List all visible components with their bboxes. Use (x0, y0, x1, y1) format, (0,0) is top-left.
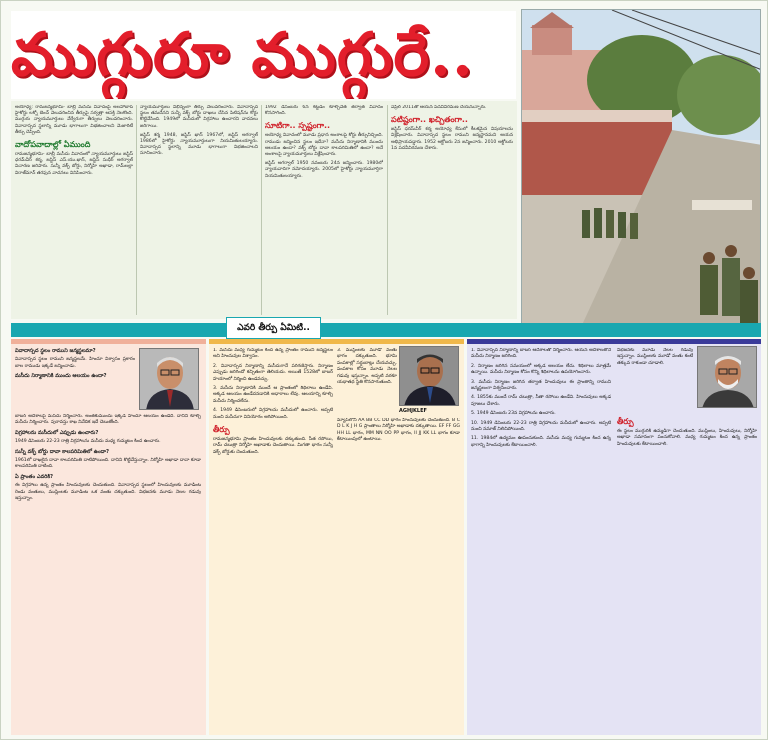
judge-verdict-left (11, 339, 206, 735)
subheading: వాదోపవాదాల్లో ఏముంది (15, 140, 91, 150)
point: 3. ముస్లింలకు మూడో వంతు భాగం దక్కుతుంది. భూమి పంపకాల్లో సర్దుబాట్లు చేయవచ్చు. పంపకాల కోసం మూడు నెలల గడువు ఇస్తున్నాం. అప్పటి వరకూ యథాతథ స్థితి కొనసాగుతుంది. (337, 348, 397, 386)
judge-portrait (139, 348, 199, 410)
headline: ముగ్గురూ ముగ్గురే.. (11, 11, 516, 99)
answer: 1949 డిసెంబరు 22-23 రాత్రి విగ్రహాలను మసీదు మధ్య గుమ్మటం కింద ఉంచారు. (15, 439, 161, 445)
verdict-text (213, 348, 333, 734)
section-heading: తీర్పు (213, 425, 230, 435)
point: 1. వివాదాస్పద నిర్మాణాన్ని బాబర్ ఆదేశాలతో నిర్మించారు. ఆయన ఆదేశాలతోనే మసీదు నిర్మాణం జరిగింది. (471, 348, 611, 360)
verdict-text (15, 348, 135, 412)
article-paragraph: జస్టిస్ ధరమ్‌వీర్ శర్మ అయోధ్య కేసులో కీలకమైన విషయాలను విశ్లేషించారు. వివాదాస్పద స్థలం రాముని జన్మస్థానమని ఆయన అభిప్రాయపడ్డారు. 1952 అక్టోబరు 2న జన్మించారు. 2010 అక్టోబరు 1న పదవీవిరమణ చేశారు. (391, 127, 513, 151)
question: మసీదు నిర్మాణానికి ముందు ఆలయం ఉందా? (15, 373, 107, 380)
judge-portrait (399, 346, 459, 406)
article-column-3 (265, 105, 383, 315)
point: 4. 1949 డిసెంబరులో విగ్రహాలను మసీదులో ఉంచారు. అప్పటి నుంచి మసీదుగా వినియోగం ఆగిపోయింది. (213, 408, 333, 420)
verdict-text (15, 414, 201, 734)
verdict-text (617, 414, 757, 734)
judge-verdict-middle (209, 339, 464, 735)
point: 2. నిర్మాణం జరిగిన సమయంలో అక్కడ ఆలయం లేదు. శిథిలాలు మాత్రమే ఉన్నాయి. మసీదు నిర్మాణం కోసం కొన్ని శిథిలాలను ఉపయోగించారు. (471, 363, 611, 376)
answer: వివాదాస్పద స్థలం రాముని జన్మస్థలమే. హిందూ విశ్వాసం ప్రకారం బాల రాముడు ఇక్కడే జన్మించాడు. (15, 357, 135, 369)
verdict-text (617, 348, 693, 410)
answer: 1961లో దాఖలైన దావా కాలపరిమితి దాటిపోయింది. దానిని కొట్టివేస్తున్నాం. నిర్మోహి అఖాడా దావా కూడా కాలపరిమితి దాటింది. (15, 458, 201, 470)
question: ఏ ప్రాంతం ఎవరికి? (15, 473, 54, 480)
point: 10. 1949 డిసెంబరు 22-23 రాత్రి విగ్రహాలను మసీదులో ఉంచారు. అప్పటి నుంచి నమాజ్ నిలిచిపోయింది. (471, 420, 611, 433)
point: 5. 1949 డిసెంబరు 23న విగ్రహాలను ఉంచారు. (471, 411, 556, 417)
article-paragraph: ఏప్రిల్ 2011తో ఆయన పదవీవిరమణ చేయనున్నారు. (391, 105, 487, 110)
point: 3. మసీదు నిర్మాణానికి ముందే ఆ ప్రాంతంలో శిథిలాలు ఉండేవి. అక్కడ ఆలయం ఉండేదనడానికి ఆధారాలు లేవు. ఆలయాన్ని కూల్చి మసీదు నిర్మించలేదు. (213, 386, 333, 404)
question: విగ్రహాలను మసీదులో ఎప్పుడు ఉంచారు? (15, 429, 99, 436)
article-paragraph: జస్టిస్ అగర్వాల్ 1950 నవంబరు 24న జన్మించారు. 1980లో న్యాయవాదిగా నమోదయ్యారు. 2005లో హైకోర్టు న్యాయమూర్తిగా నియమితులయ్యారు. (265, 161, 383, 179)
article-paragraph: అయోధ్య వివాదంలో మూడు ప్రధాన అంశాలపై కోర్టు తీర్పునిచ్చింది. రాముడు జన్మించిన స్థలం ఇదేనా? మసీదు నిర్మాణానికి ముందు ఆలయం ఉందా? వక్ఫ్ బోర్డు దావా కాలపరిమితిలో ఉందా? అనే అంశాలపై న్యాయమూర్తులు విశ్లేషించారు. (265, 133, 383, 158)
question: వివాదాస్పద స్థలం రాముని జన్మస్థలమా? (15, 348, 96, 354)
subheading: సూటిగా.. స్పష్టంగా.. (265, 121, 331, 131)
section-banner (11, 323, 761, 337)
portrait-caption: AGHJKLEF (399, 408, 427, 414)
point: మ్యాప్‌లోని AA BB CC DD భాగం హిందువులకు చెందుతుంది. B C D L K J H G ప్రాంతాలు నిర్మోహి అఖాడాకు దక్కుతాయి. EF FF GG HH LL భాగం, MM NN OO PP భాగం, II JJ KK LL భాగం కూడా కేటాయింపులో ఉంటాయి. (337, 418, 460, 443)
article-paragraph: అయోధ్య: రామజన్మభూమి- బాబ్రీ మసీదు వివాదంపై అలహాబాద్ హైకోర్టు లక్నో బెంచ్ వెలువరించిన తీర్పుపై సర్వత్రా ఆసక్తి నెలకొంది. ముగ్గురు న్యాయమూర్తులు వేర్వేరుగా తీర్పులు వెలువరించారు. వివాదాస్పద స్థలాన్ని మూడు భాగాలుగా విభజించాలని మెజారిటీ తీర్పు చెప్పింది. (15, 105, 133, 135)
article-paragraph: న్యాయమూర్తులు విభిన్నంగా తీర్పు వెలువరించారు. వివాదాస్పద స్థలం తమదేనని సున్నీ వక్ఫ్ బోర్డు దాఖలు చేసిన పిటిషన్‌ను కోర్టు కొట్టివేసింది. 1949లో మసీదులో విగ్రహాలు ఉంచారని వాదనలు జరిగాయి. (140, 105, 258, 129)
question: సున్నీ వక్ఫ్ బోర్డు దావా కాలపరిమితిలో ఉందా? (15, 448, 109, 455)
top-article (11, 101, 517, 319)
judge-portrait (697, 346, 757, 408)
point: రామజన్మభూమి ప్రాంతం హిందువులకు దక్కుతుంది. సీత రసోయి, రామ్ చబుత్రా నిర్మోహి అఖాడాకు చెందుతాయి. మిగతా భాగం సున్నీ వక్ఫ్ బోర్డుకు చెందుతుంది. (213, 437, 333, 455)
article-paragraph: 1992 డిసెంబరు 6న కట్టడం కూల్చివేత తర్వాత వివాదం కొనసాగింది. (265, 105, 383, 117)
point: 3. మసీదు నిర్మాణం జరిగిన తర్వాత హిందువులు ఈ ప్రాంతాన్ని రాముని జన్మస్థలంగా విశ్వసించారు. (471, 379, 611, 392)
answer: ఈ విగ్రహాలు ఉన్న ప్రాంతం హిందువులకు చెందుతుంది. వివాదాస్పద స్థలంలో హిందువులకు మూడింట రెండు వంతులు, ముస్లింలకు మూడింట ఒక వంతు దక్కుతుంది. విభజనకు మూడు నెలల గడువు ఇస్తున్నాం. (15, 483, 201, 502)
subheading: పటిష్టంగా.. ఖచ్చితంగా.. (391, 115, 468, 125)
point: 11. 1984లో ఉద్యమం ఊపందుకుంది. మసీదు మధ్య గుమ్మటం కింద ఉన్న భాగాన్ని హిందువులకు కేటాయించాలి. (471, 436, 611, 448)
section-heading: తీర్పు (617, 417, 634, 426)
point: 2. వివాదాస్పద నిర్మాణాన్ని మసీదుగానే పరిగణిస్తారు. నిర్మాణం ఎప్పుడు జరిగిందో కచ్చితంగా తెలియదు. అయితే 1528లో బాబర్ హయాంలో నిర్మించి ఉండవచ్చు. (213, 363, 333, 382)
security-forces-photo (521, 9, 761, 324)
article-column-2 (140, 105, 258, 315)
article-column-4 (391, 105, 513, 315)
answer: బాబర్ ఆదేశాలపై మసీదు నిర్మించారు. అంతకుముందు ఇక్కడ హిందూ ఆలయం ఉండేది. దానిని కూల్చి మసీదు నిర్మించారు. పురావస్తు శాఖ నివేదిక ఇదే చెబుతోంది. (15, 414, 201, 426)
verdict-text (337, 348, 397, 408)
verdict-text (471, 348, 611, 734)
judge-verdict-right (467, 339, 761, 735)
article-paragraph: జస్టిస్ శర్మ 1948, జస్టిస్ ఖాన్ 1967లో, జస్టిస్ అగర్వాల్ 1986లో హైకోర్టు న్యాయమూర్తులుగా నియమితులయ్యారు. వివాదాస్పద స్థలాన్ని మూడు భాగాలుగా విభజించాలని సూచించారు. (140, 132, 258, 157)
point: 1. మసీదు మధ్య గుమ్మటం కింద ఉన్న ప్రాంతం రాముని జన్మస్థలం అని హిందువుల విశ్వాసం. (213, 348, 333, 360)
article-paragraph: రామజన్మభూమి- బాబ్రీ మసీదు వివాదంలో న్యాయమూర్తులు జస్టిస్ ధరమ్‌వీర్ శర్మ, జస్టిస్ ఎస్.యు.ఖాన్, జస్టిస్ సుధీర్ అగర్వాల్ విచారణ జరిపారు. సున్నీ వక్ఫ్ బోర్డు, నిర్మోహి అఖాడా, రామ్‌లల్లా విరాజ్‌మాన్ తరఫున వాదనలు వినిపించారు. (15, 152, 133, 176)
section-banner-title: ఎవరి తీర్పు ఏమిటి.. (226, 317, 321, 339)
verdict-text (337, 418, 460, 734)
article-column-1 (15, 105, 133, 315)
point: 4. 1855కు ముందే రామ్ చబుత్రా, సీతా రసోయి ఉండేవి. హిందువులు అక్కడ పూజలు చేశారు. (471, 395, 611, 407)
point: ఈ స్థలం ముగ్గురికి ఉమ్మడిగా చెందుతుంది. ముస్లింలు, హిందువులు, నిర్మోహి అఖాడా సమానంగా పంచుకోవాలి. మధ్య గుమ్మటం కింద ఉన్న ప్రాంతం హిందువులకు కేటాయించాలి. (617, 429, 757, 447)
point: విభజనకు మూడు నెలల గడువు ఇస్తున్నాం. ముస్లింలకు మూడో వంతు కంటే తక్కువ రాకుండా చూడాలి. (617, 348, 693, 366)
